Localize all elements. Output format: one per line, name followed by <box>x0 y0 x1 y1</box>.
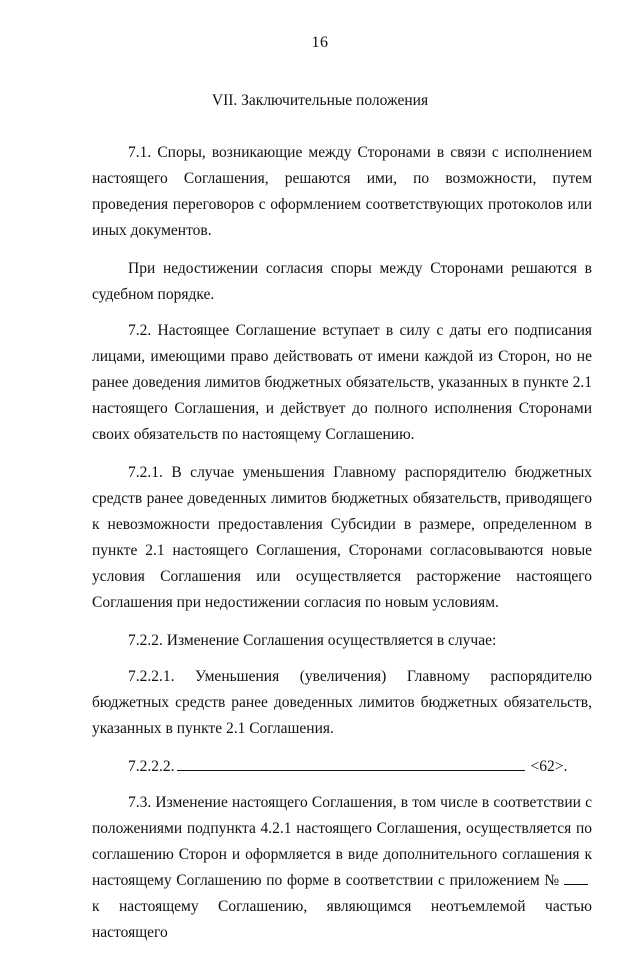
paragraph-7-2-1: 7.2.1. В случае уменьшения Главному распорядителю бюджетных средств ранее доведенных лимитов бюджетных обязательств, приводящего к невозможности предоставления Субсидии в размере, определенном в пункте 2.1 настоящего Соглашения, Сторонами согласовываются новые условия Соглашения или осуществляется расторжение настоящего Соглашения при недостижении согласия по новым условиям. <box>92 464 592 611</box>
paragraph-7-2-2-1: 7.2.2.1. Уменьшения (увеличения) Главному распорядителю бюджетных средств ранее доведенных лимитов бюджетных обязательств, указанных в пункте 2.1 Соглашения. <box>92 668 592 737</box>
fill-in-blank-line <box>177 756 525 771</box>
paragraph-7-3-text-end: к настоящему Соглашению, являющимся неотъемлемой частью настоящего <box>92 898 592 941</box>
document-body <box>92 140 592 958</box>
appendix-number-blank <box>564 870 588 885</box>
paragraph-7-2: 7.2. Настоящее Соглашение вступает в силу с даты его подписания лицами, имеющими право действовать от имени каждой из Сторон, но не ранее доведения лимитов бюджетных обязательств, указанных в пункте 2.1 настоящего Соглашения, и действует до полного исполнения Сторонами своих обязательств по настоящему Соглашению. <box>92 322 592 443</box>
paragraph-7-1: 7.1. Споры, возникающие между Сторонами в связи с исполнением настоящего Соглашения, решаются ими, по возможности, путем проведения переговоров с оформлением соответствующих протоколов или иных документов. <box>92 144 592 239</box>
paragraph-7-2-2-2 <box>92 754 592 780</box>
paragraph-court: При недостижении согласия споры между Сторонами решаются в судебном порядке. <box>92 260 592 303</box>
section-title: VII. Заключительные положения <box>211 92 429 109</box>
page-number: 16 <box>311 34 329 51</box>
paragraph-7-2-2-2-label: 7.2.2.2. <box>128 758 175 775</box>
footnote-reference: <62>. <box>530 758 568 775</box>
paragraph-7-3-text-start: 7.3. Изменение настоящего Соглашения, в том числе в соответствии с положениями подпункта 4.2.1 настоящего Соглашения, осуществляется по соглашению Сторон и оформляется в виде дополнительного соглашения к настоящему Соглашению по форме в соответствии с приложением № <box>92 794 592 889</box>
paragraph-7-3 <box>92 790 592 946</box>
paragraph-7-2-2: 7.2.2. Изменение Соглашения осуществляется в случае: <box>128 632 497 649</box>
